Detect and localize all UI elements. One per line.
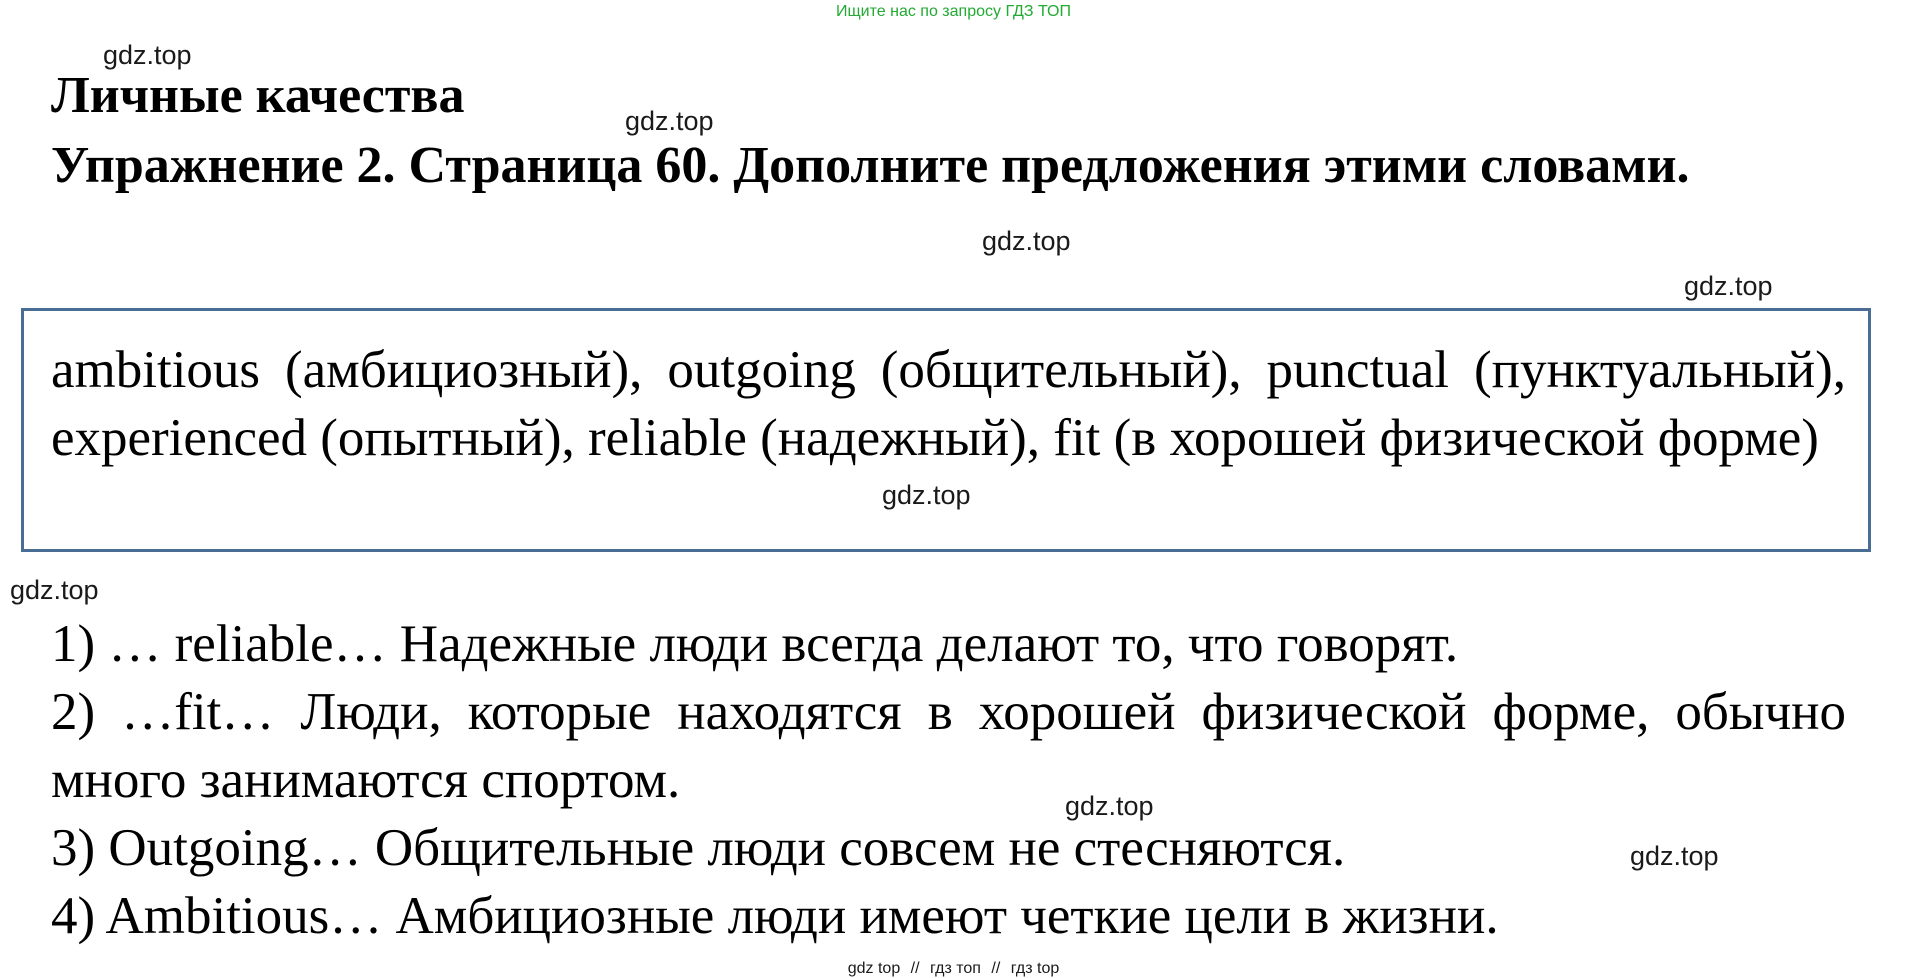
watermark: gdz.top	[1684, 271, 1773, 301]
link-separator: //	[910, 960, 920, 977]
bottom-links	[0, 960, 1907, 978]
answer-item: 2) …fit… Люди, которые находятся в хорошей физической форме, обычно много занимаются спортом.	[51, 683, 1846, 809]
bottom-link[interactable]: гдз top	[1010, 960, 1060, 977]
bottom-link[interactable]: гдз топ	[930, 960, 981, 977]
answer-item: 1) … reliable… Надежные люди всегда делают то, что говорят.	[51, 615, 1459, 673]
bottom-link[interactable]: gdz top	[847, 960, 901, 977]
exercise-heading: Упражнение 2. Страница 60. Дополните предложения этими словами.	[51, 137, 1690, 194]
watermark: gdz.top	[1630, 841, 1719, 871]
answer-item: 4) Ambitious… Амбициозные люди имеют четкие цели в жизни.	[51, 887, 1499, 945]
word-list: ambitious (амбициозный), outgoing (общительный), punctual (пунктуальный), experienced (опытный), reliable (надежный), fit (в хорошей физической форме)	[51, 341, 1846, 467]
watermark: gdz.top	[10, 575, 99, 605]
top-search-hint[interactable]: Ищите нас по запросу ГДЗ ТОП	[836, 3, 1071, 20]
watermark: gdz.top	[882, 480, 971, 510]
watermark: gdz.top	[625, 106, 714, 136]
watermark: gdz.top	[1065, 791, 1154, 821]
watermark: gdz.top	[982, 226, 1071, 256]
answer-item: 3) Outgoing… Общительные люди совсем не стесняются.	[51, 819, 1346, 877]
watermark: gdz.top	[103, 40, 192, 70]
answer-list	[51, 610, 1846, 950]
page-title: Личные качества	[51, 67, 465, 124]
link-separator: //	[991, 960, 1001, 977]
